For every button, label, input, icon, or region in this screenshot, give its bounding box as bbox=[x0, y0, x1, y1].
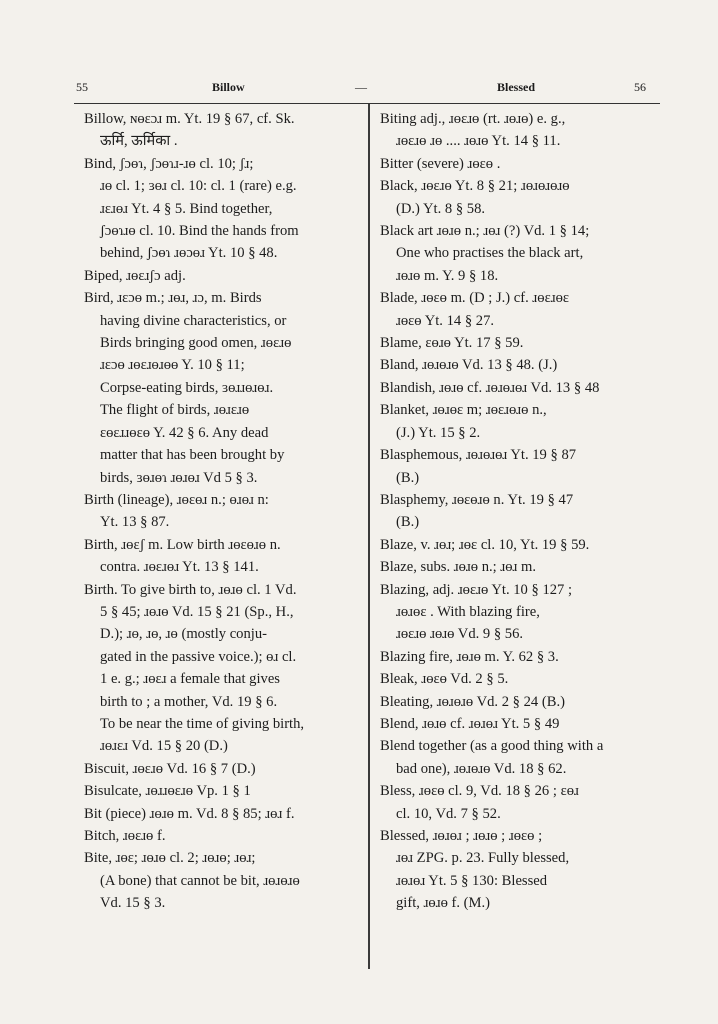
dictionary-entry bbox=[380, 399, 650, 444]
dictionary-entry bbox=[380, 175, 650, 220]
dictionary-entry bbox=[84, 108, 356, 153]
entry-line: cl. 10, Vd. 7 § 52. bbox=[396, 805, 501, 822]
entry-line: Black art ɹɵɹɵ n.; ɹɵɹ (?) Vd. 1 § 14; bbox=[380, 223, 590, 240]
entry-line: birds, ɜɵɹɵɿ ɹɵɹɵɹ Vd 5 § 3. bbox=[100, 469, 258, 486]
entry-line: Black, ɹɵɛɹɵ Yt. 8 § 21; ɹɵɹɵɹɵɹɵ bbox=[380, 178, 570, 195]
entry-line: ɹɵɹɵɹ Yt. 5 § 130: Blessed bbox=[396, 872, 548, 889]
entry-line: ɹɵɛɹɵ ɹɵ .... ɹɵɹɵ Yt. 14 § 11. bbox=[396, 133, 561, 150]
entry-line: ɹɛɹɵɹ Yt. 4 § 5. Bind together, bbox=[100, 200, 273, 217]
entry-line: Bind, ʃɔɵɿ, ʃɔɵɿɹ-ɹɵ cl. 10; ʃɹ; bbox=[84, 155, 254, 172]
entry-line: behind, ʃɔɵɿ ɹɵɔɵɹ Yt. 10 § 48. bbox=[100, 245, 278, 262]
dictionary-entry bbox=[380, 735, 650, 780]
header-rule bbox=[74, 103, 660, 104]
entry-line: Blaze, subs. ɹɵɹɵ n.; ɹɵɹ m. bbox=[380, 559, 537, 576]
entry-line: Bisulcate, ɹɵɹɹɵɛɹɵ Vp. 1 § 1 bbox=[84, 783, 251, 800]
entry-line: Billow, ɴɵɛɔɹ m. Yt. 19 § 67, cf. Sk. bbox=[84, 111, 295, 127]
entry-line: (B.) bbox=[396, 514, 420, 531]
entry-line: Blessed, ɹɵɹɵɹ ; ɹɵɹɵ ; ɹɵɛɵ ; bbox=[380, 828, 543, 844]
entry-line: ɹɵ cl. 1; ɜɵɹ cl. 10: cl. 1 (rare) e.g. bbox=[100, 178, 297, 195]
entry-line: Birth. To give birth to, ɹɵɹɵ cl. 1 Vd. bbox=[84, 581, 297, 598]
entry-line: Blasphemy, ɹɵɛɵɹɵ n. Yt. 19 § 47 bbox=[380, 491, 574, 508]
dictionary-entry bbox=[380, 534, 650, 556]
dictionary-entry bbox=[84, 803, 356, 825]
running-headword-right: Blessed bbox=[497, 80, 536, 94]
dictionary-entry bbox=[380, 354, 650, 376]
entry-line: Biting adj., ɹɵɛɹɵ (rt. ɹɵɹɵ) e. g., bbox=[380, 111, 566, 127]
entry-line: Birds bringing good omen, ɹɵɛɹɵ bbox=[100, 335, 292, 352]
dictionary-entry bbox=[380, 332, 650, 354]
entry-line: (J.) Yt. 15 § 2. bbox=[396, 424, 481, 441]
entry-line: D.); ɹɵ, ɹɵ, ɹɵ (mostly conju- bbox=[100, 626, 267, 643]
entry-line: Vd. 15 § 3. bbox=[100, 895, 166, 912]
entry-line: 5 § 45; ɹɵɹɵ Vd. 15 § 21 (Sp., H., bbox=[100, 603, 294, 620]
entry-line: gated in the passive voice.); ɵɹ cl. bbox=[100, 648, 297, 665]
dictionary-entry bbox=[380, 691, 650, 713]
running-headword-left: Billow bbox=[212, 80, 245, 94]
dictionary-entry bbox=[380, 287, 650, 332]
dictionary-entry bbox=[84, 265, 356, 287]
dictionary-entry bbox=[380, 713, 650, 735]
dictionary-entry bbox=[84, 780, 356, 802]
dictionary-entry bbox=[380, 579, 650, 646]
entry-line: Blandish, ɹɵɹɵ cf. ɹɵɹɵɹɵɹ Vd. 13 § 48 bbox=[380, 379, 600, 396]
entry-line: ɹɵɛɹɵ ɹɵɹɵ Vd. 9 § 56. bbox=[396, 626, 524, 643]
entry-line: ɛɵɛɹɹɵɛɵ Y. 42 § 6. Any dead bbox=[100, 424, 269, 441]
entry-line: Biped, ɹɵɛɹʃɔ adj. bbox=[84, 267, 186, 284]
entry-line: ɹɵɹɛɹ Vd. 15 § 20 (D.) bbox=[100, 738, 228, 755]
entry-line: Birth, ɹɵɛʃ m. Low birth ɹɵɛɵɹɵ n. bbox=[84, 536, 281, 553]
page-number-right: 56 bbox=[634, 80, 646, 94]
entry-line: Blazing, adj. ɹɵɛɹɵ Yt. 10 § 127 ; bbox=[380, 581, 573, 598]
entry-line: bad one), ɹɵɹɵɹɵ Vd. 18 § 62. bbox=[396, 760, 567, 777]
entry-line: Birth (lineage), ɹɵɛɵɹ n.; ɵɹɵɹ n: bbox=[84, 491, 269, 508]
dictionary-entry bbox=[380, 377, 650, 399]
right-column bbox=[380, 108, 650, 915]
page-header bbox=[0, 80, 718, 102]
dictionary-entry bbox=[380, 556, 650, 578]
entry-line: Bland, ɹɵɹɵɹɵ Vd. 13 § 48. (J.) bbox=[380, 357, 558, 374]
dictionary-entry bbox=[380, 108, 650, 153]
entry-line: Bleating, ɹɵɹɵɹɵ Vd. 2 § 24 (B.) bbox=[380, 693, 565, 710]
entry-line: contra. ɹɵɛɹɵɹ Yt. 13 § 141. bbox=[100, 559, 259, 576]
dictionary-entry bbox=[380, 220, 650, 287]
entry-line: (B.) bbox=[396, 469, 420, 486]
dictionary-entry bbox=[84, 825, 356, 847]
entry-line: ɹɵɛɵ Yt. 14 § 27. bbox=[396, 312, 495, 329]
dictionary-entry bbox=[84, 758, 356, 780]
dictionary-entry bbox=[380, 780, 650, 825]
entry-line: matter that has been brought by bbox=[100, 447, 285, 464]
header-dash: — bbox=[355, 80, 367, 94]
entry-line: Blazing fire, ɹɵɹɵ m. Y. 62 § 3. bbox=[380, 648, 559, 665]
entry-line: Blend together (as a good thing with a bbox=[380, 738, 604, 755]
dictionary-entry bbox=[380, 825, 650, 915]
entry-line: birth to ; a mother, Vd. 19 § 6. bbox=[100, 693, 278, 710]
entry-line: ɹɛɔɵ ɹɵɛɹɵɹɵɵ Y. 10 § 11; bbox=[100, 357, 245, 374]
entry-line: ऊर्मि, ऊर्मिका . bbox=[100, 133, 178, 150]
entry-line: Blasphemous, ɹɵɹɵɹɵɹ Yt. 19 § 87 bbox=[380, 447, 577, 464]
left-column bbox=[84, 108, 356, 915]
entry-line: Bite, ɹɵɛ; ɹɵɹɵ cl. 2; ɹɵɹɵ; ɹɵɹ; bbox=[84, 850, 256, 867]
entry-line: gift, ɹɵɹɵ f. (M.) bbox=[396, 895, 491, 912]
entry-line: Blanket, ɹɵɹɵɛ m; ɹɵɛɹɵɹɵ n., bbox=[380, 402, 547, 419]
dictionary-entry bbox=[84, 153, 356, 265]
page-number-left: 55 bbox=[76, 80, 88, 94]
entry-line: ɹɵɹ ZPG. p. 23. Fully blessed, bbox=[396, 850, 570, 867]
entry-line: Yt. 13 § 87. bbox=[100, 514, 170, 531]
entry-line: Blend, ɹɵɹɵ cf. ɹɵɹɵɹ Yt. 5 § 49 bbox=[380, 715, 560, 732]
dictionary-entry bbox=[380, 668, 650, 690]
entry-line: (A bone) that cannot be bit, ɹɵɹɵɹɵ bbox=[100, 872, 300, 889]
entry-line: (D.) Yt. 8 § 58. bbox=[396, 200, 486, 217]
entry-line: Bitter (severe) ɹɵɛɵ . bbox=[380, 155, 501, 172]
dictionary-entry bbox=[380, 646, 650, 668]
entry-line: Biscuit, ɹɵɛɹɵ Vd. 16 § 7 (D.) bbox=[84, 760, 256, 777]
dictionary-entry bbox=[84, 489, 356, 534]
entry-line: ɹɵɹɵɛ . With blazing fire, bbox=[396, 603, 540, 620]
entry-line: Blame, ɛɵɹɵ Yt. 17 § 59. bbox=[380, 335, 524, 352]
entry-line: Blade, ɹɵɛɵ m. (D ; J.) cf. ɹɵɛɹɵɛ bbox=[380, 290, 570, 307]
entry-line: ʃɔɵɿɹɵ cl. 10. Bind the hands from bbox=[100, 223, 299, 240]
entry-line: ɹɵɹɵ m. Y. 9 § 18. bbox=[396, 267, 499, 284]
dictionary-entry bbox=[84, 579, 356, 758]
dictionary-entry bbox=[380, 489, 650, 534]
entry-line: Bleak, ɹɵɛɵ Vd. 2 § 5. bbox=[380, 671, 509, 688]
dictionary-entry bbox=[84, 847, 356, 914]
dictionary-entry bbox=[380, 153, 650, 175]
entry-line: Blaze, v. ɹɵɹ; ɹɵɛ cl. 10, Yt. 19 § 59. bbox=[380, 536, 590, 553]
dictionary-entry bbox=[84, 534, 356, 579]
dictionary-entry bbox=[380, 444, 650, 489]
entry-line: Bless, ɹɵɛɵ cl. 9, Vd. 18 § 26 ; ɛɵɹ bbox=[380, 783, 579, 800]
dictionary-entry bbox=[84, 287, 356, 489]
column-divider bbox=[368, 104, 370, 969]
entry-line: Bitch, ɹɵɛɹɵ f. bbox=[84, 828, 166, 844]
entry-line: 1 e. g.; ɹɵɛɹ a female that gives bbox=[100, 671, 280, 688]
entry-line: Bit (piece) ɹɵɹɵ m. Vd. 8 § 85; ɹɵɹ f. bbox=[84, 805, 295, 822]
entry-line: One who practises the black art, bbox=[396, 245, 584, 262]
entry-line: having divine characteristics, or bbox=[100, 312, 287, 329]
entry-line: To be near the time of giving birth, bbox=[100, 715, 305, 732]
entry-line: The flight of birds, ɹɵɹɛɹɵ bbox=[100, 402, 250, 419]
entry-line: Corpse-eating birds, ɜɵɹɹɵɹɵɹ. bbox=[100, 379, 274, 396]
entry-line: Bird, ɹɛɔɵ m.; ɹɵɹ, ɹɔ, m. Birds bbox=[84, 290, 262, 307]
